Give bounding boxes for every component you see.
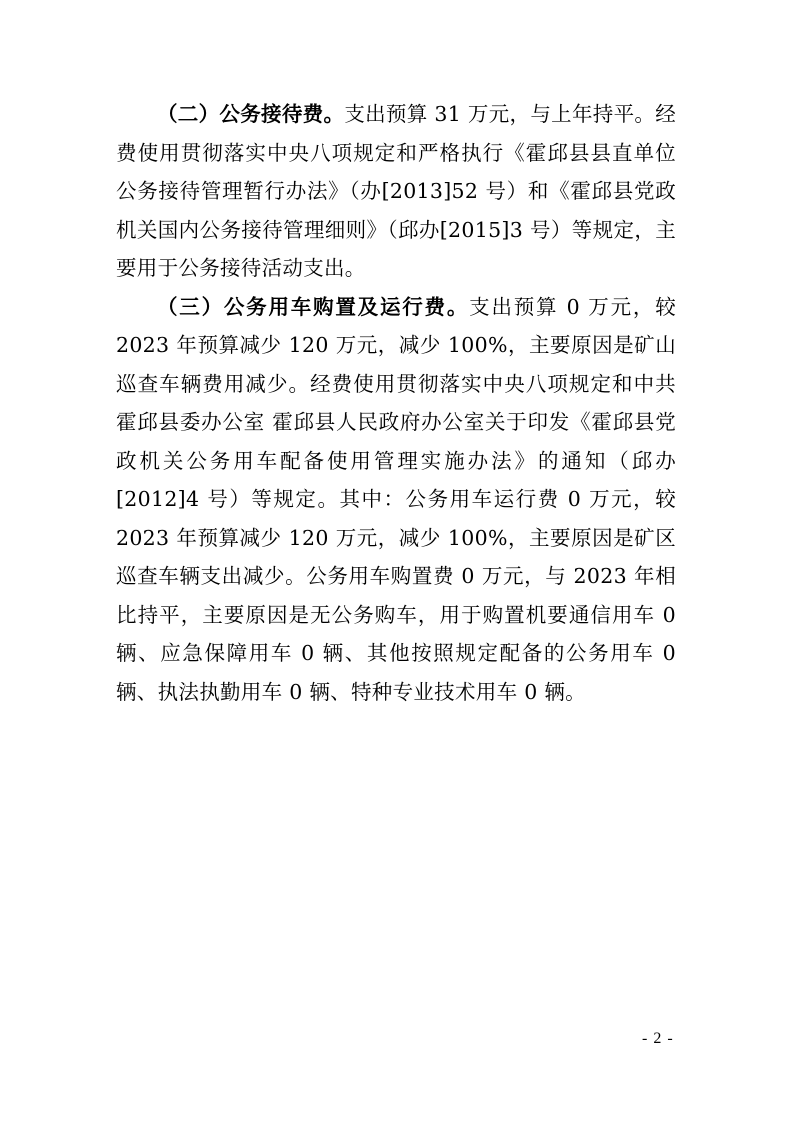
paragraph-text: 支出预算 31 万元，与上年持平。经费使用贯彻落实中央八项规定和严格执行《霍邱县县直单位公务接待管理暂行办法》（办[2013]52 号）和《霍邱县党政机关国内公务接待管理细则》（邱办[2015]3 号）等规定，主要用于公务接待活动支出。: [116, 102, 676, 280]
paragraph-reception-fee: [116, 95, 676, 288]
paragraph-heading: （三）公务用车购置及运行费。: [157, 294, 470, 319]
document-body: [116, 95, 676, 711]
paragraph-text: 支出预算 0 万元，较 2023 年预算减少 120 万元，减少 100%，主要原因是矿山巡查车辆费用减少。经费使用贯彻落实中央八项规定和中共霍邱县委办公室 霍邱县人民政府办公室关于印发《霍邱县党政机关公务用车配备使用管理实施办法》的通知（邱办[2012]4 号）等规定。其中：公务用车运行费 0 万元，较 2023 年预算减少 120 万元，减少 100%，主要原因是矿区巡查车辆支出减少。公务用车购置费 0 万元，与 2023 年相比持平，主要原因是无公务购车，用于购置机要通信用车 0 辆、应急保障用车 0 辆、其他按照规定配备的公务用车 0 辆、执法执勤用车 0 辆、特种专业技术用车 0 辆。: [116, 294, 677, 704]
page-number: - 2 -: [642, 1030, 674, 1047]
paragraph-heading: （二）公务接待费。: [157, 102, 345, 126]
paragraph-vehicle-fee: [116, 288, 676, 712]
